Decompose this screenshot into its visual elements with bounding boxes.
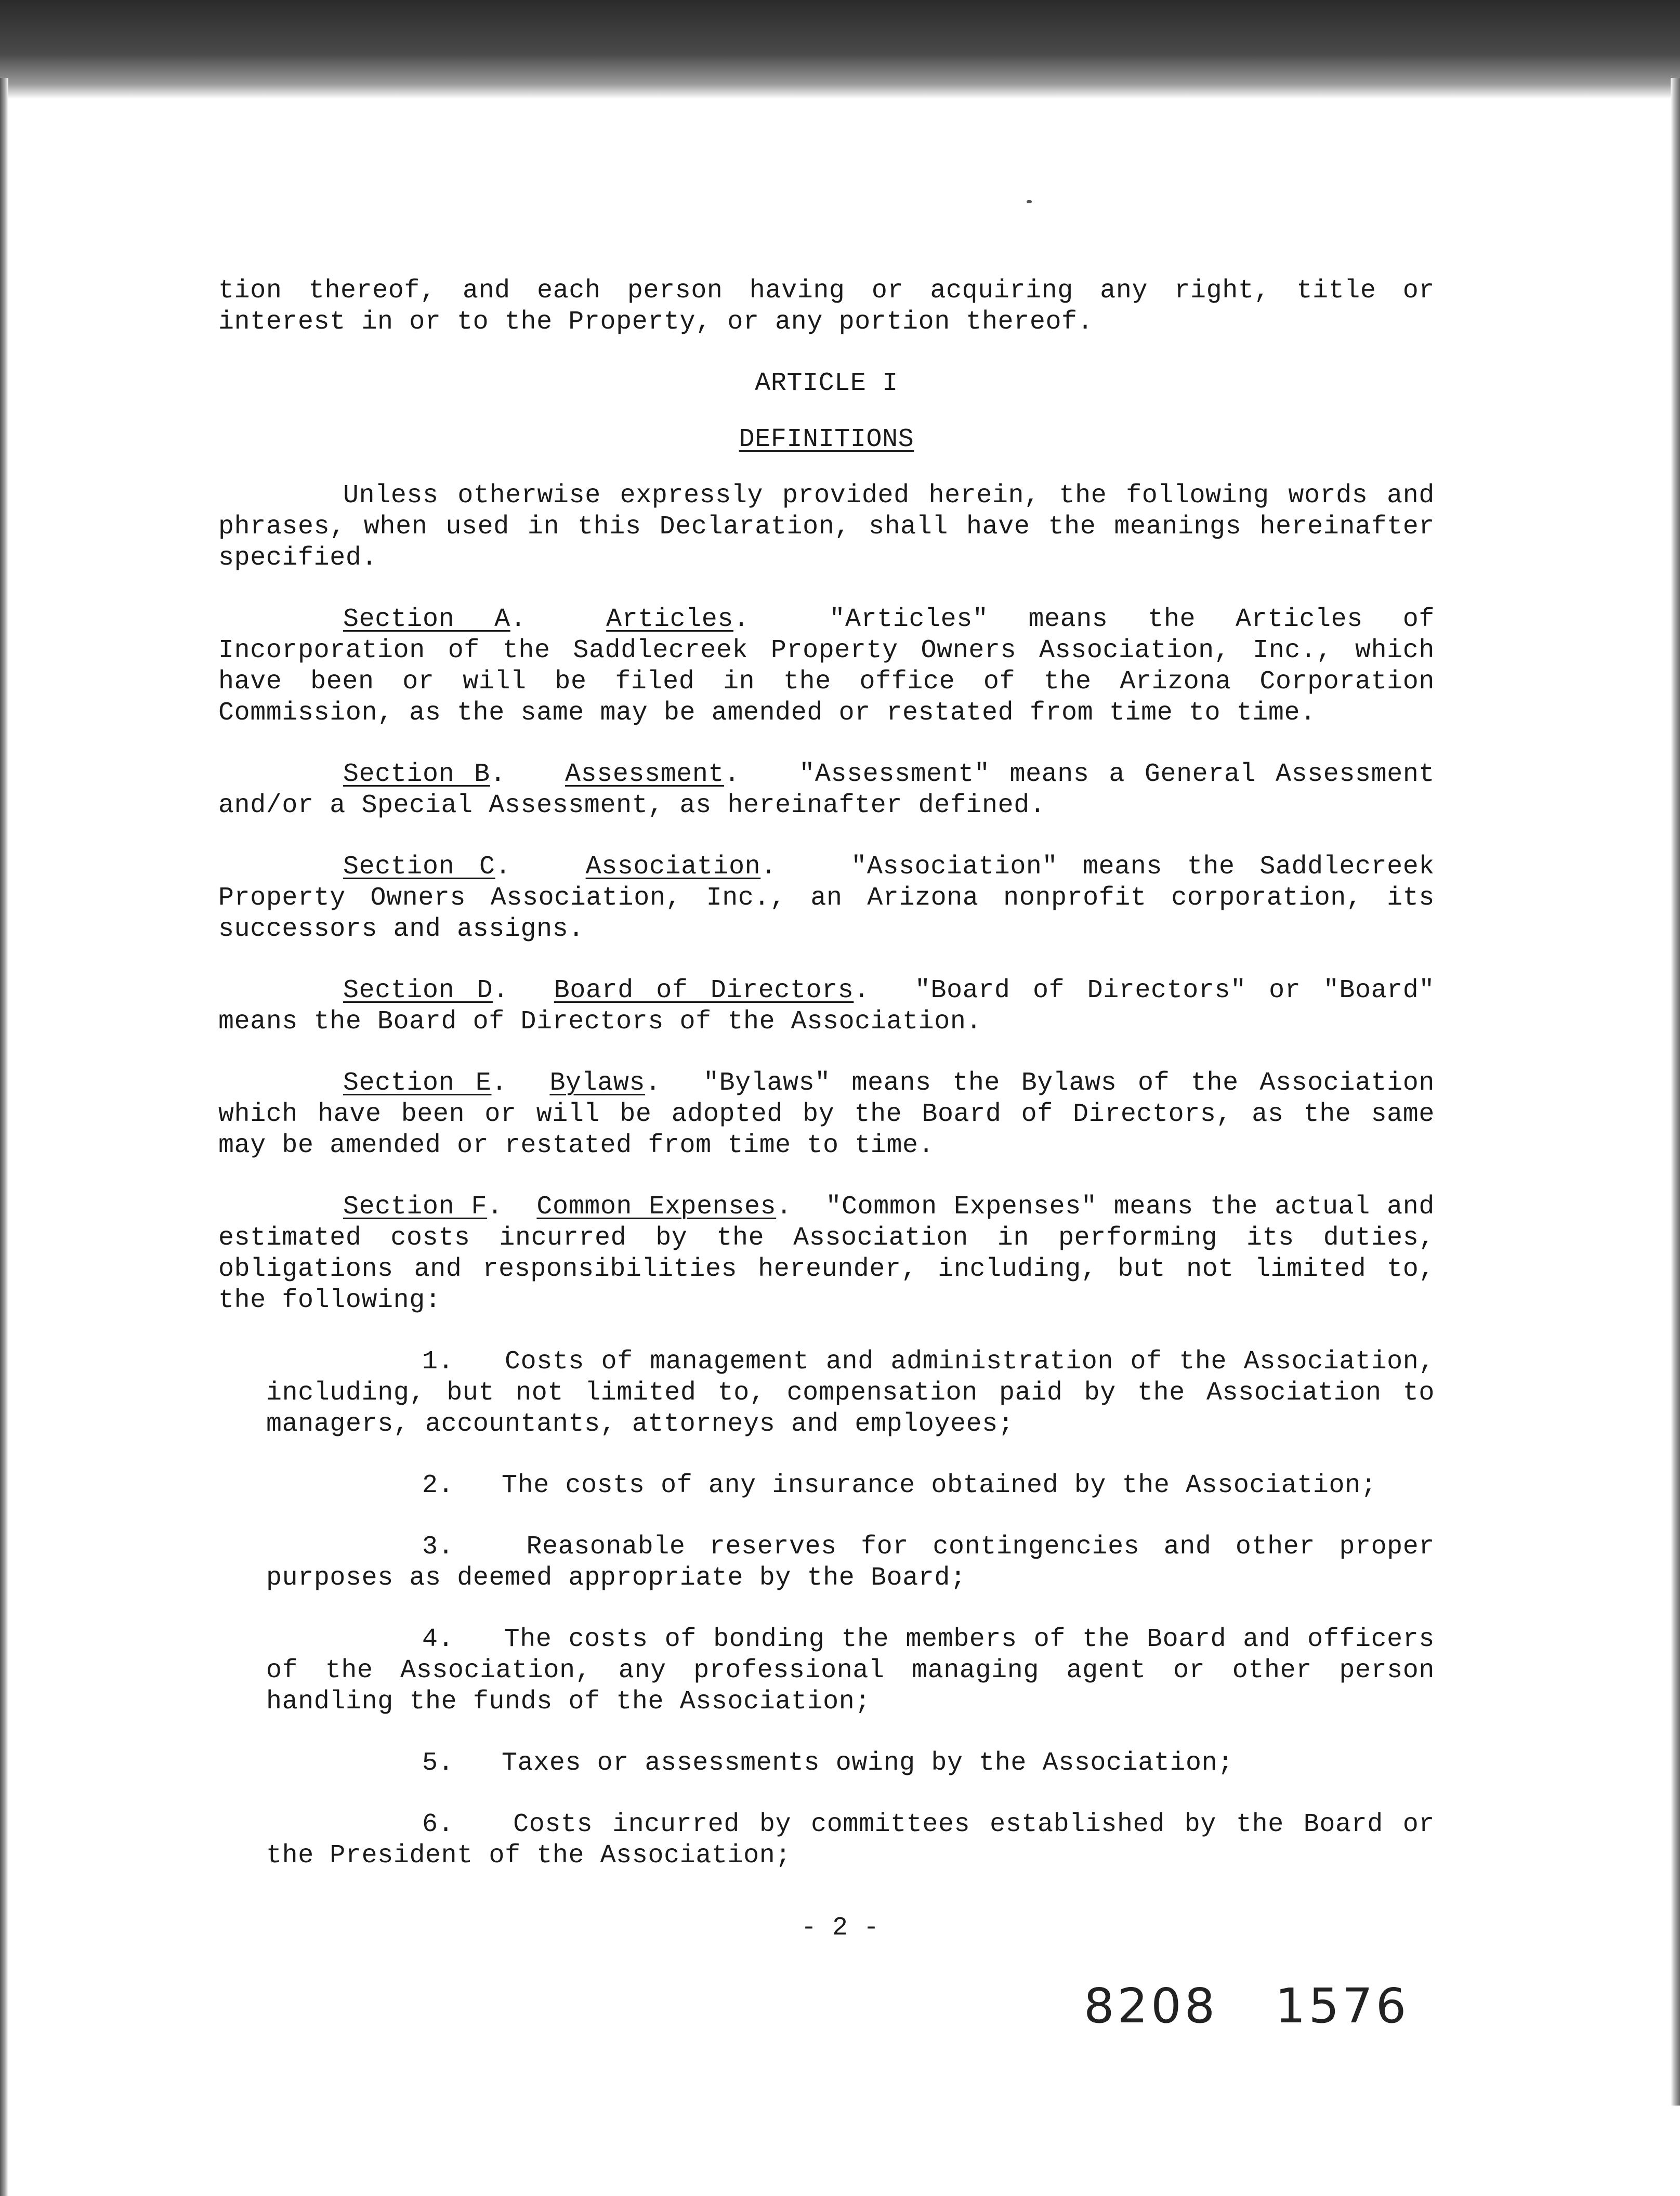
section-e: Section E. Bylaws. "Bylaws" means the Bylaws of the Association which have been or will be adopted by the Board of Directors, as the same may be amended or restated from time to time. (218, 1068, 1435, 1160)
stamp-page-number: 1576 (1275, 1978, 1410, 2034)
item-text: The costs of bonding the members of the Board and officers of the Association, any professional managing agent or other person handling the funds of the Association; (266, 1625, 1435, 1717)
item-number: 6. (422, 1810, 454, 1839)
section-label: Section F (343, 1192, 488, 1222)
section-text: "Board of Directors" or "Board" means the Board of Directors of the Association. (218, 976, 1435, 1037)
list-item (266, 1470, 1435, 1501)
section-c: Section C. Association. "Association" means the Saddlecreek Property Owners Association, Inc., an Arizona nonprofit corporation, its successors and assigns. (218, 852, 1435, 944)
section-term: Common Expenses (536, 1192, 777, 1222)
list-item (266, 1748, 1435, 1779)
item-number: 2. (422, 1471, 454, 1500)
section-text: "Bylaws" means the Bylaws of the Association which have been or will be adopted by the Board of Directors, as the same may be amended or restated from time to time. (218, 1068, 1435, 1160)
section-text: "Assessment" means a General Assessment and/or a Special Assessment, as hereinafter defined. (218, 760, 1435, 820)
section-term: Association (585, 852, 761, 882)
item-text: Reasonable reserves for contingencies and other proper purposes as deemed appropriate by the Board; (266, 1532, 1435, 1593)
section-term: Articles (606, 605, 734, 634)
item-text: Costs incurred by committees established by the Board or the President of the Association; (266, 1810, 1435, 1871)
item-text: The costs of any insurance obtained by the Association; (502, 1471, 1377, 1500)
item-number: 1. (422, 1347, 454, 1377)
section-label: Section C (343, 852, 495, 882)
list-item (266, 1347, 1435, 1440)
scan-top-edge (0, 0, 1680, 99)
list-item (266, 1809, 1435, 1872)
section-label: Section B (343, 760, 490, 789)
section-label: Section A (343, 605, 510, 634)
stamp-book-number: 8208 (1084, 1978, 1218, 2034)
item-text: Taxes or assessments owing by the Association; (502, 1748, 1233, 1778)
intro-paragraph: Unless otherwise expressly provided herein, the following words and phrases, when used in this Declaration, shall have the meanings hereinafter specified. (218, 481, 1435, 573)
section-f: Section F. Common Expenses. "Common Expenses" means the actual and estimated costs incurred by the Association in performing its duties, obligations and responsibilities hereunder, including, but not limited to, the following: (218, 1192, 1435, 1315)
article-heading (218, 424, 1435, 455)
list-item (266, 1532, 1435, 1594)
section-label: Section D (343, 976, 493, 1005)
item-number: 5. (422, 1748, 454, 1778)
scan-speck (1027, 200, 1032, 203)
section-term: Assessment (565, 760, 725, 789)
document-page (218, 276, 1435, 1902)
section-text: "Common Expenses" means the actual and estimated costs incurred by the Association in performing its duties, obligations and responsibilities hereunder, including, but not limited to, the following: (218, 1192, 1435, 1315)
scan-left-edge (0, 78, 8, 2196)
list-item (266, 1624, 1435, 1718)
section-text: "Association" means the Saddlecreek Property Owners Association, Inc., an Arizona nonprofit corporation, its successors and assigns. (218, 852, 1435, 944)
section-label: Section E (343, 1068, 492, 1098)
article-label: ARTICLE I (755, 369, 898, 398)
section-d: Section D. Board of Directors. "Board of Directors" or "Board" means the Board of Directors of the Association. (218, 976, 1435, 1037)
item-text: Costs of management and administration of the Association, including, but not limited to, compensation paid by the Association to managers, accountants, attorneys and employees; (266, 1347, 1435, 1439)
recording-stamp (1084, 1978, 1409, 2034)
item-number: 3. (422, 1532, 454, 1562)
section-text: "Articles" means the Articles of Incorporation of the Saddlecreek Property Owners Association, Inc., which have been or will be filed in the office of the Arizona Corporation Commission, as the same may be amended or restated from time to time. (218, 605, 1435, 728)
section-term: Board of Directors (554, 976, 854, 1005)
section-a: Section A. Articles. "Articles" means the Articles of Incorporation of the Saddlecreek Property Owners Association, Inc., which have been or will be filed in the office of the Arizona Corporation Commission, as the same may be amended or restated from time to time. (218, 605, 1435, 728)
scan-right-edge (1671, 78, 1680, 2106)
article-heading-text: DEFINITIONS (739, 425, 914, 454)
item-number: 4. (422, 1625, 454, 1654)
section-term: Bylaws (549, 1068, 646, 1098)
opening-paragraph: tion thereof, and each person having or acquiring any right, title or interest in or to the Property, or any portion thereof. (218, 276, 1435, 337)
section-b: Section B. Assessment. "Assessment" means a General Assessment and/or a Special Assessment, as hereinafter defined. (218, 760, 1435, 820)
page-number: - 2 - (800, 1913, 880, 1943)
